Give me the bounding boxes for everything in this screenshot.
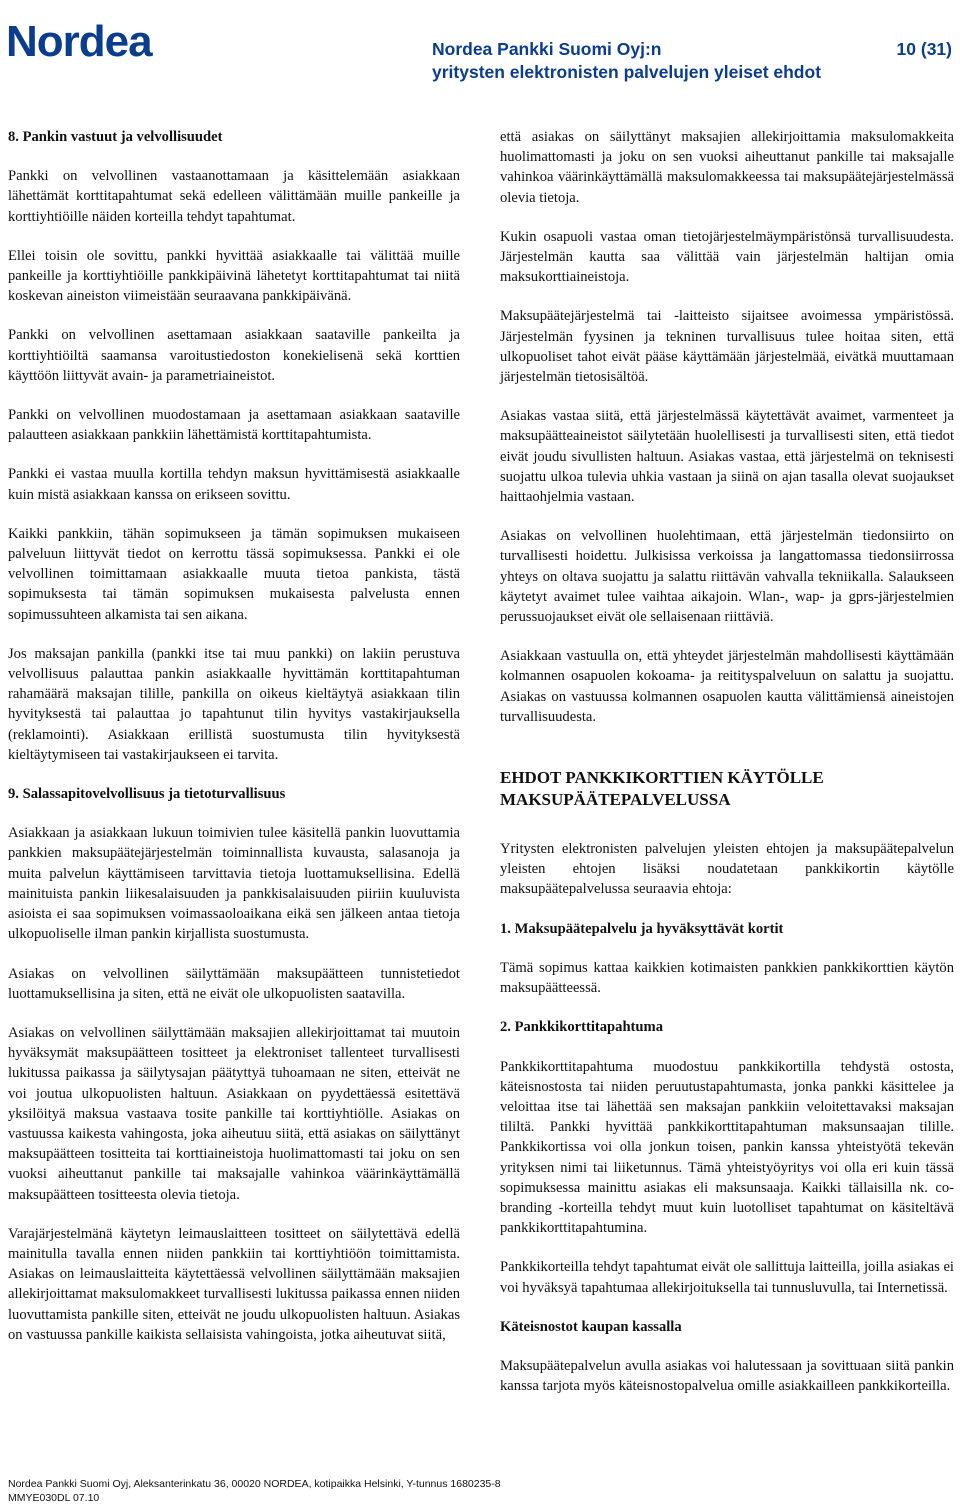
section-2-heading: 2. Pankkikorttitapahtuma bbox=[500, 1019, 663, 1036]
paragraph: Pankki on velvollinen muodostamaan ja asettamaan asiakkaan saataville palautteen asiakkaan pankkiin lähettämistä korttitapahtumista. bbox=[8, 407, 460, 444]
card-terms-heading bbox=[500, 767, 954, 811]
paragraph: Asiakas on velvollinen säilyttämään maksajien allekirjoittamat tai muutoin hyväksymät maksupäätteen tositteet ja elektroniset tallenteet turvallisesti lukitussa paikassa ja säilytysajan päätyttyä tuhoamaan ne siten, etteivät ne voi joutua ulkopuolisten haltuun. Asiakkaan on pyydettäessä esitettävä yksilöityä maksua vastaava tosite pankille tai korttiyhtiölle. Asiakas on vastuussa kaikesta vahingosta, joka aiheutuu siitä, että asiakas on säilyttänyt maksupäätteen tositteita tai korttiaineistoja huolimattomasti tai joku on sen vuoksi aiheuttanut pankille tai maksajalle vahinkoa väärinkäyttämällä maksupäätteen tositteesta olevia tietoja. bbox=[8, 1024, 460, 1203]
paragraph: Varajärjestelmänä käytetyn leimauslaitteen tositteet on säilytettävä edellä mainitulla tavalla ennen niiden pankkiin tai korttiyhtiöön toimittamista. Asiakas on leimauslaitteita käytettäessä velvollinen säilyttämään maksajien allekirjoittamat maksulomakkeet turvallisesti lukitussa paikassa ennen niiden luovuttamista pankille siten, etteivät ne joudu ulkopuolisten haltuun. Asiakas on vastuussa pankille kaikista sellaisista vahingoista, jotka aiheutuvat siitä, bbox=[8, 1225, 460, 1343]
paragraph: Kukin osapuoli vastaa oman tietojärjestelmäympäristönsä turvallisuudesta. Järjestelmän kautta saa välittää vain järjestelmän haltijan omia maksukorttiaineistoja. bbox=[500, 228, 954, 286]
paragraph: että asiakas on säilyttänyt maksajien allekirjoittamia maksulomakkeita huolimattomasti ja joku on sen vuoksi aiheuttanut pankille tai maksajalle vahinkoa väärinkäyttämällä maksulomakkeessa tai maksupäätejärjestelmässä olevia tietoja. bbox=[500, 129, 954, 206]
card-terms-heading-line1: EHDOT PANKKIKORTTIEN KÄYTÖLLE bbox=[500, 768, 824, 788]
section-9-heading: 9. Salassapitovelvollisuus ja tietoturvallisuus bbox=[8, 786, 286, 803]
paragraph: Pankki on velvollinen asettamaan asiakkaan saataville pankeilta ja korttiyhtiöiltä saamansa varoitustiedoston konekielisenä sekä korttien käyttöön liittyvät avain- ja parametriaineistot. bbox=[8, 327, 460, 384]
paragraph: Maksupäätepalvelun avulla asiakas voi halutessaan ja sovittuaan siitä pankin kanssa tarjota myös käteisnostopalvelua omille asiakkailleen pankkikorteilla. bbox=[500, 1357, 954, 1395]
paragraph: Tämä sopimus kattaa kaikkien kotimaisten pankkien pankkikorttien käytön maksupäätteessä. bbox=[500, 959, 954, 997]
paragraph: Pankkikorteilla tehdyt tapahtumat eivät ole sallittuja laitteilla, joilla asiakas ei voi hyväksyä tapahtumaa allekirjoituksella tai tunnusluvulla, tai Internetissä. bbox=[500, 1259, 954, 1296]
document-subtitle: yritysten elektronisten palvelujen yleiset ehdot bbox=[432, 62, 822, 82]
paragraph: Asiakas on velvollinen huolehtimaan, että järjestelmän tiedonsiirto on turvallisesti hoidettu. Julkisissa verkoissa ja langattomassa tiedonsiirrossa yhteys on oltava suojattu ja salattu riittävän vahvalla tekniikalla. Salaukseen käytetyt avaimet tulee vaihtaa aikajoin. Wlan-, wap- ja gprs-järjestelmien perussuojaukset eivät ole sellaisenaan riittäviä. bbox=[500, 528, 954, 626]
paragraph: Maksupäätejärjestelmä tai -laitteisto sijaitsee avoimessa ympäristössä. Järjestelmän fyysinen ja tekninen turvallisuus tulee hoitaa siten, että ulkopuoliset tahot eivät pääse käyttämään järjestelmää, eivätkä muuttamaan järjestelmän tietosisältöä. bbox=[500, 308, 954, 386]
paragraph: Ellei toisin ole sovittu, pankki hyvittää asiakkaalle tai välittää muille pankeille ja korttiyhtiöille pankkipäivinä lähetetyt korttitapahtumat tai niitä koskevan aineiston viimeistään seuraavana pankkipäivänä. bbox=[8, 247, 460, 305]
page-footer bbox=[8, 1478, 501, 1505]
nordea-logo bbox=[6, 18, 196, 64]
document-title: Nordea Pankki Suomi Oyj:n bbox=[432, 39, 662, 59]
section-8-heading: 8. Pankin vastuut ja velvollisuudet bbox=[8, 129, 223, 145]
footer-document-code: MMYE030DL 07.10 bbox=[8, 1491, 100, 1504]
footer-address: Nordea Pankki Suomi Oyj, Aleksanterinkatu 36, 00020 NORDEA, kotipaikka Helsinki, Y-tunnus 1680235-8 bbox=[8, 1478, 501, 1490]
paragraph: Pankkikorttitapahtuma muodostuu pankkikortilla tehdystä ostosta, käteisnostosta tai niiden peruutustapahtumasta, jonka pankki käsittelee ja veloittaa itse tai lähettää sen maksajan pankkiin veloitettavaksi maksajan tililtä. Pankki hyvittää pankkikorttitapahtuman maksunsaajan tilille. Pankkikortissa voi olla jonkun toisen, pankin kanssa yhteistyötä tekevän yrityksen nimi tai liiketunnus. Tämä yhteistyöyritys voi olla eri kuin tässä sopimuksessa mainittu asiakas eli maksunsaaja. Kaikki tällaisilla nk. co-branding -korteilla tehdyt muut kuin luotolliset tapahtumat on käsiteltävä pankkikorttitapahtumina. bbox=[500, 1058, 954, 1237]
left-column bbox=[8, 127, 460, 1345]
paragraph: Asiakkaan ja asiakkaan lukuun toimivien tulee käsitellä pankin luovuttamia pankkien maksupäätejärjestelmän toiminnallista kuvausta, salasanoja ja muita palvelun käyttämiseen tarvittavia tietoja luottamuksellisina. Edellä mainituista pankin liikesalaisuuden ja pankkisalaisuuden piiriin kuuluvista asioista ei saa sopimuksen voimassaoloaikana eikä sen jälkeen antaa tietoja ulkopuoliselle ilman pankin kirjallista suostumusta. bbox=[8, 825, 460, 943]
cash-withdrawal-heading: Käteisnostot kaupan kassalla bbox=[500, 1318, 682, 1335]
paragraph: Pankki on velvollinen vastaanottamaan ja käsittelemään asiakkaan lähettämät korttitapahtumat sekä edelleen välittämään muille pankeille ja korttiyhtiöille näiden korteilla tehdyt tapahtumat. bbox=[8, 168, 460, 225]
paragraph: Pankki ei vastaa muulla kortilla tehdyn maksun hyvittämisestä asiakkaalle kuin mistä asiakkaan kanssa on erikseen sovittu. bbox=[8, 466, 460, 503]
page-number: 10 (31) bbox=[896, 39, 952, 59]
paragraph: Asiakas on velvollinen säilyttämään maksupäätteen tunnistetiedot luottamuksellisina ja siten, että ne eivät ole ulkopuolisten saatavilla. bbox=[8, 965, 460, 1002]
paragraph: Kaikki pankkiin, tähän sopimukseen ja tämän sopimuksen mukaiseen palveluun liittyvät tiedot on kerrottu tässä sopimuksessa. Pankki ei ole velvollinen toimittamaan asiakkaalle muuta tietoa pankista, tästä sopimuksesta tai tämän sopimuksen mukaisesta palvelusta ennen sopimussuhteen alkamista tai sen aikana. bbox=[8, 525, 460, 623]
page-header bbox=[392, 38, 952, 84]
paragraph: Asiakas vastaa siitä, että järjestelmässä käytettävät avaimet, varmenteet ja maksupäätteaineistot säilytetään huolellisesti ja turvallisesti siten, että tiedot eivät joudu sivullisten haltuun. Asiakas vastaa, että järjestelmä on teknisesti suojattu ulkoa tulevia uhkia vastaan ja siinä on ajan tasalla olevat suojaukset haittaohjelmia vastaan. bbox=[500, 408, 954, 506]
paragraph: Yritysten elektronisten palvelujen yleisten ehtojen ja maksupäätepalvelun yleisten ehtojen lisäksi noudatetaan pankkikortin käytölle maksupäätepalvelussa seuraavia ehtoja: bbox=[500, 841, 954, 898]
right-column bbox=[500, 127, 954, 1396]
paragraph: Jos maksajan pankilla (pankki itse tai muu pankki) on lakiin perustuva velvollisuus palauttaa pankin asiakkaalle hyvittämän korttitapahtuman rahamäärä maksajan tilille, pankilla on oikeus kieltäytyä asiakkaan tilin hyvityksestä tai palauttaa jo tapahtunut tilin hyvitys vastakirjauksella (reklamointi). Asiakkaan erillistä suostumusta tilin hyvityksestä kieltäytymiseen tai vastakirjaukseen ei tarvita. bbox=[8, 645, 460, 763]
card-terms-heading-line2: MAKSUPÄÄTEPALVELUSSA bbox=[500, 790, 731, 810]
logo-text: Nordea bbox=[6, 18, 152, 64]
section-1-heading: 1. Maksupäätepalvelu ja hyväksyttävät kortit bbox=[500, 920, 784, 937]
paragraph: Asiakkaan vastuulla on, että yhteydet järjestelmän mahdollisesti käyttämään kolmannen osapuolen kokoama- ja reitityspalveluun on salattu ja suojattu. Asiakas on vastuussa kolmannen osapuolen kautta välittämiensä aineistojen turvallisuudesta. bbox=[500, 648, 954, 725]
